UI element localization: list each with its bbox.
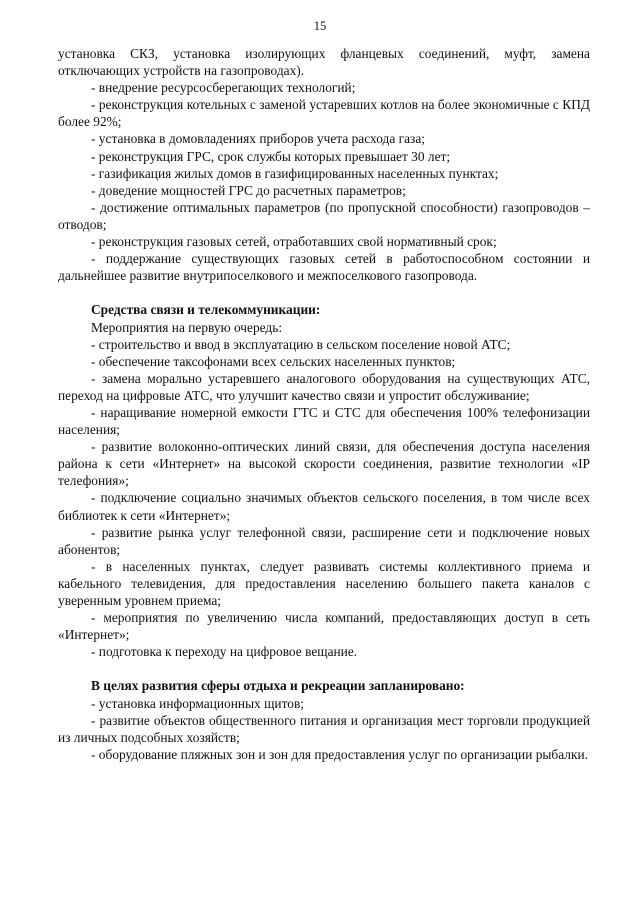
- list-item: - установка информационных щитов;: [91, 695, 304, 711]
- list-item: - реконструкция ГРС, срок службы которых превышает 30 лет;: [91, 148, 451, 164]
- list-item: - развитие волоконно-оптических линий связи, для обеспечения доступа населения района к сети «Интернет» на высокой скорости соединения, развитие технологии «IP телефония»;: [58, 439, 590, 489]
- list-item: - строительство и ввод в эксплуатацию в сельском поселение новой АТС;: [91, 336, 511, 352]
- section-intro: Мероприятия на первую очередь:: [91, 319, 283, 335]
- list-item: - замена морально устаревшего аналогового оборудования на существующих АТС, переход на цифровые АТС, что улучшит качество связи и упростит обслуживание;: [58, 370, 590, 403]
- list-item: - внедрение ресурсосберегающих технологий;: [91, 80, 356, 96]
- recreation-section: [58, 677, 590, 762]
- list-item: - наращивание номерной емкости ГТС и СТС для обеспечения 100% телефонизации населения;: [58, 404, 590, 438]
- list-item: - подключение социально значимых объектов сельского поселения, в том числе всех библиотек к сети «Интернет»;: [58, 490, 590, 523]
- list-item: - поддержание существующих газовых сетей в работоспособном состоянии и дальнейшее развитие внутрипоселкового и межпоселкового газопровода.: [58, 251, 590, 284]
- gas-measures-list: [58, 45, 590, 284]
- list-item: - доведение мощностей ГРС до расчетных параметров;: [91, 182, 406, 198]
- section-spacer: [58, 660, 590, 677]
- list-item: - достижение оптимальных параметров (по пропускной способности) газопроводов – отводов;: [58, 199, 590, 232]
- list-item: установка СКЗ, установка изолирующих фланцевых соединений, муфт, замена отключающих устройств на газопроводах).: [58, 46, 590, 79]
- list-item: - развитие объектов общественного питания и организация мест торговли продукцией из личных подсобных хозяйств;: [58, 712, 590, 745]
- list-item: - в населенных пунктах, следует развивать системы коллективного приема и кабельного телевидения, для предоставления населению большего пакета каналов с уверенным уровнем приема;: [58, 558, 590, 608]
- telecom-section: [58, 301, 590, 660]
- list-item: - оборудование пляжных зон и зон для предоставления услуг по организации рыбалки.: [91, 746, 588, 762]
- list-item: - развитие рынка услуг телефонной связи, расширение сети и подключение новых абонентов;: [58, 524, 590, 557]
- list-item: - реконструкция котельных с заменой устаревших котлов на более экономичные с КПД более 92%;: [58, 97, 590, 130]
- section-heading: Средства связи и телекоммуникации:: [91, 302, 321, 318]
- list-item: - обеспечение таксофонами всех сельских населенных пунктов;: [91, 353, 456, 369]
- page-number: 15: [313, 19, 327, 33]
- list-item: - подготовка к переходу на цифровое вещание.: [91, 644, 358, 660]
- section-heading: В целях развития сферы отдыха и рекреации запланировано:: [91, 678, 465, 694]
- list-item: - реконструкция газовых сетей, отработавших свой нормативный срок;: [91, 234, 497, 250]
- list-item: - установка в домовладениях приборов учета расхода газа;: [91, 131, 426, 147]
- page-content: [58, 45, 590, 763]
- section-spacer: [58, 284, 590, 301]
- list-item: - газификация жилых домов в газифицированных населенных пунктах;: [91, 165, 499, 181]
- list-item: - мероприятия по увеличению числа компаний, предоставляющих доступ в сеть «Интернет»;: [58, 610, 590, 643]
